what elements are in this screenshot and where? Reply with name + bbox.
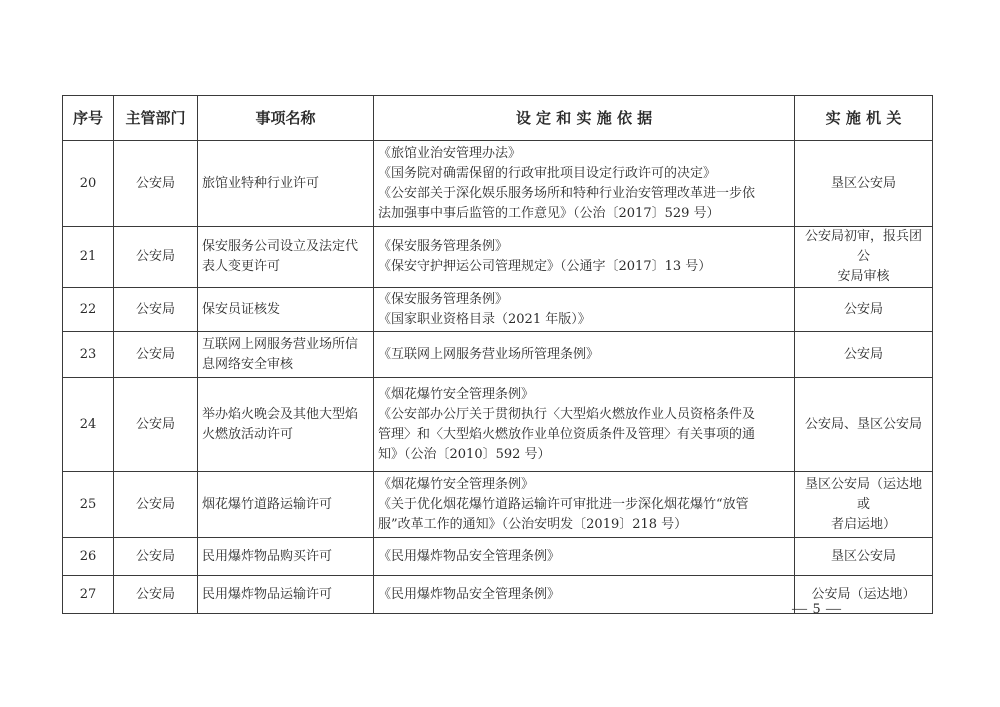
cell-dept: 公安局	[114, 538, 198, 576]
header-no: 序号	[63, 96, 114, 141]
cell-basis-line: 《民用爆炸物品安全管理条例》	[378, 548, 561, 564]
cell-basis-line: 知》（公治〔2010〕592 号）	[378, 446, 551, 462]
header-basis: 设 定 和 实 施 依 据	[374, 96, 795, 141]
cell-agency	[795, 141, 933, 227]
cell-item	[198, 288, 374, 332]
cell-basis-line: 《国家职业资格目录（2021 年版）》	[378, 311, 591, 327]
cell-item-line: 民用爆炸物品运输许可	[202, 586, 333, 602]
cell-item-line: 烟花爆竹道路运输许可	[202, 496, 333, 512]
cell-basis	[374, 472, 795, 538]
cell-dept: 公安局	[114, 472, 198, 538]
cell-basis-line: 管理〉和〈大型焰火燃放作业单位资质条件及管理〉有关事项的通	[378, 426, 756, 442]
cell-no: 23	[63, 332, 114, 378]
table-header-row	[63, 96, 933, 141]
cell-item-line: 民用爆炸物品购买许可	[202, 548, 333, 564]
cell-agency-line: 公安局、垦区公安局	[804, 416, 922, 432]
table-row	[63, 141, 933, 227]
cell-dept: 公安局	[114, 576, 198, 614]
cell-basis-line: 《国务院对确需保留的行政审批项目设定行政许可的决定》	[378, 165, 717, 181]
cell-basis	[374, 378, 795, 472]
cell-dept: 公安局	[114, 378, 198, 472]
cell-no: 27	[63, 576, 114, 614]
cell-no: 22	[63, 288, 114, 332]
cell-basis	[374, 288, 795, 332]
cell-item	[198, 378, 374, 472]
cell-basis-line: 《关于优化烟花爆竹道路运输许可审批进一步深化烟花爆竹“放管	[378, 496, 749, 512]
cell-basis-line: 《保安服务管理条例》	[378, 291, 509, 307]
cell-no: 24	[63, 378, 114, 472]
cell-item	[198, 227, 374, 288]
cell-basis-line: 《保安服务管理条例》	[378, 239, 509, 254]
cell-no: 26	[63, 538, 114, 576]
cell-basis-line: 《烟花爆竹安全管理条例》	[378, 476, 535, 492]
cell-item-line: 保安服务公司设立及法定代	[202, 239, 359, 254]
cell-basis	[374, 332, 795, 378]
cell-agency	[795, 538, 933, 576]
header-item: 事项名称	[198, 96, 374, 141]
cell-basis-line: 《保安守护押运公司管理规定》（公通字〔2017〕13 号）	[378, 259, 712, 274]
cell-agency	[795, 227, 933, 288]
table-row	[63, 378, 933, 472]
cell-no: 20	[63, 141, 114, 227]
cell-item	[198, 576, 374, 614]
cell-item	[198, 332, 374, 378]
cell-dept: 公安局	[114, 141, 198, 227]
cell-basis-line: 《民用爆炸物品安全管理条例》	[378, 586, 561, 602]
cell-agency-line: 者启运地）	[830, 516, 896, 532]
table-row	[63, 288, 933, 332]
cell-basis	[374, 227, 795, 288]
cell-agency-line: 公安局	[843, 301, 883, 317]
cell-agency-line: 公安局（运达地）	[811, 586, 916, 602]
cell-basis	[374, 576, 795, 614]
cell-dept: 公安局	[114, 227, 198, 288]
cell-dept: 公安局	[114, 332, 198, 378]
cell-item-line: 表人变更许可	[202, 259, 281, 274]
table-row	[63, 227, 933, 288]
cell-no: 25	[63, 472, 114, 538]
cell-item-line: 互联网上网服务营业场所信	[202, 336, 359, 352]
cell-item	[198, 472, 374, 538]
header-agency: 实 施 机 关	[795, 96, 933, 141]
cell-basis-line: 服”改革工作的通知》（公治安明发〔2019〕218 号）	[378, 516, 688, 532]
cell-item-line: 火燃放活动许可	[202, 426, 294, 442]
permit-table	[62, 95, 933, 614]
cell-item-line: 旅馆业特种行业许可	[202, 175, 320, 191]
cell-item-line: 举办焰火晚会及其他大型焰	[202, 406, 359, 422]
cell-agency-line: 垦区公安局（运达地或	[804, 476, 922, 512]
table-row	[63, 332, 933, 378]
cell-basis	[374, 538, 795, 576]
cell-item-line: 息网络安全审核	[202, 356, 294, 372]
cell-agency-line: 垦区公安局	[830, 175, 896, 191]
cell-agency	[795, 378, 933, 472]
cell-agency	[795, 288, 933, 332]
cell-no: 21	[63, 227, 114, 288]
cell-basis-line: 《公安部办公厅关于贯彻执行〈大型焰火燃放作业人员资格条件及	[378, 406, 756, 422]
cell-basis-line: 《旅馆业治安管理办法》	[378, 145, 522, 161]
cell-agency	[795, 332, 933, 378]
cell-agency	[795, 472, 933, 538]
table-row	[63, 472, 933, 538]
cell-basis	[374, 141, 795, 227]
cell-item-line: 保安员证核发	[202, 301, 281, 317]
header-dept: 主管部门	[114, 96, 198, 141]
page-number: — 5 —	[792, 601, 842, 617]
cell-agency-line: 安局审核	[837, 269, 890, 284]
cell-agency-line: 垦区公安局	[830, 548, 896, 564]
cell-basis-line: 《公安部关于深化娱乐服务场所和特种行业治安管理改革进一步依	[378, 185, 756, 201]
cell-item	[198, 538, 374, 576]
cell-basis-line: 《互联网上网服务营业场所管理条例》	[378, 346, 600, 362]
cell-agency-line: 公安局	[843, 346, 883, 362]
cell-basis-line: 法加强事中事后监管的工作意见》（公治〔2017〕529 号）	[378, 205, 720, 221]
table-row	[63, 538, 933, 576]
cell-item	[198, 141, 374, 227]
cell-dept: 公安局	[114, 288, 198, 332]
cell-basis-line: 《烟花爆竹安全管理条例》	[378, 386, 535, 402]
cell-agency-line: 公安局初审，报兵团公	[804, 229, 922, 264]
